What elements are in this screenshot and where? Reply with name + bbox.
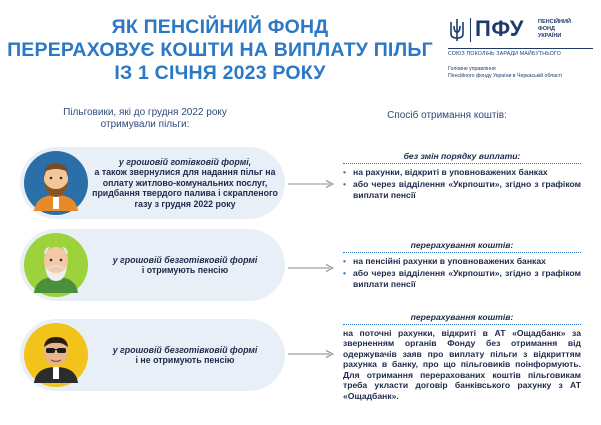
list-item: • або через відділення «Укрпошти», згідно з графіком виплати пенсії <box>343 268 581 289</box>
case-card-cashless-non-pensioner <box>20 319 285 391</box>
department-line-1: Головне управління <box>448 66 496 72</box>
trident-icon <box>448 18 466 42</box>
method-list <box>343 167 581 201</box>
list-item: • або через відділення «Укрпошти», згідно з графіком виплати пенсії <box>343 179 581 200</box>
title-line-3: ІЗ 1 СІЧНЯ 2023 РОКУ <box>114 62 326 84</box>
case-card-cash <box>20 147 285 219</box>
logo-divider <box>448 48 593 49</box>
case-details: а також звернулися для надання пільг на оплату житлово-комунальних послуг, придбання твердого палива і скрапленого газу з грудня 2022 року <box>92 167 278 209</box>
case-card-cashless-pensioner <box>20 229 285 301</box>
method-title: перерахування коштів: <box>410 312 514 322</box>
elderly-man-avatar-icon <box>24 233 88 297</box>
title-line-1: ЯК ПЕНСІЙНИЙ ФОНД <box>111 16 329 38</box>
case-details: і не отримують пенсію <box>135 355 235 365</box>
list-item: • на рахунки, відкриті в уповноважених банках <box>343 167 581 178</box>
logo-name-line-2: ФОНД <box>538 26 555 32</box>
logo-full-name <box>538 19 571 40</box>
case-details: і отримують пенсію <box>141 265 229 275</box>
department-name <box>448 66 562 80</box>
method-title: перерахування коштів: <box>410 240 514 250</box>
method-block-2 <box>343 240 581 291</box>
method-list <box>343 256 581 290</box>
case-payment-form: у грошовій готівковій формі, <box>118 156 252 167</box>
logo-name-line-1: ПЕНСІЙНИЙ <box>538 19 571 25</box>
method-header: Спосіб отримання коштів: <box>387 110 507 121</box>
department-line-2: Пенсійного фонду України в Черкаській області <box>448 73 563 79</box>
pfu-logo <box>448 18 598 98</box>
arrow-right-icon <box>288 263 334 273</box>
method-block-1 <box>343 151 581 202</box>
method-description: на поточні рахунки, відкриті в АТ «Ощадбанк» за зверненням органів Фонду без отримання від одержувачів заяв про виплату пільги з відкриттям рахунка в банку, про що пільговиків поінформують. Для отримання перерахованих коштів пільговикам треба укласти договір банківського рахунку з АТ «Ощадбанк». <box>343 327 581 401</box>
dotted-divider <box>343 163 581 164</box>
method-title: без змін порядку виплати: <box>403 151 521 161</box>
bearded-man-avatar-icon <box>24 151 88 215</box>
arrow-right-icon <box>288 349 334 359</box>
dotted-divider <box>343 252 581 253</box>
page-title <box>0 16 440 85</box>
list-item: • на пенсійні рахунки в уповноважених банках <box>343 256 581 267</box>
dotted-divider <box>343 324 581 325</box>
logo-name-line-3: УКРАЇНИ <box>538 33 562 39</box>
logo-abbreviation: ПФУ <box>475 16 524 41</box>
logo-motto: СОЮЗ ПОКОЛІНЬ ЗАРАДИ МАЙБУТНЬОГО <box>448 51 561 57</box>
case-payment-form: у грошовій безготівковій формі <box>112 344 258 355</box>
title-line-2: ПЕРЕРАХОВУЄ КОШТИ НА ВИПЛАТУ ПІЛЬГ <box>7 39 433 61</box>
beneficiaries-header: Пільговики, які до грудня 2022 року отримували пільги: <box>63 107 227 130</box>
case-description <box>90 233 280 297</box>
arrow-right-icon <box>288 179 334 189</box>
method-block-3 <box>343 312 581 401</box>
logo-separator <box>470 18 471 42</box>
case-description <box>90 323 280 387</box>
case-description <box>90 151 280 215</box>
case-payment-form: у грошовій безготівковій формі <box>112 254 258 265</box>
man-sunglasses-avatar-icon <box>24 323 88 387</box>
